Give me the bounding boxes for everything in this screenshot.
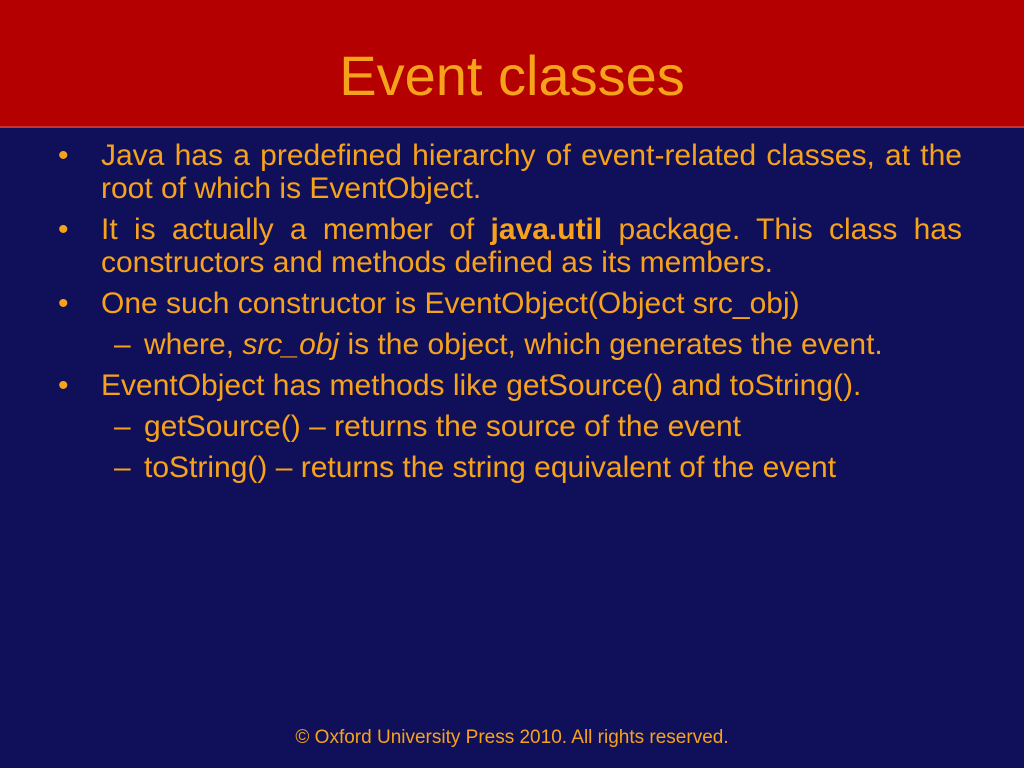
copyright-symbol: © bbox=[295, 727, 310, 748]
bullet-marker: • bbox=[58, 287, 69, 320]
sub-bullet-text: getSource() – returns the source of the event bbox=[144, 410, 741, 443]
bullet-item bbox=[58, 213, 962, 279]
sub-bullet-text bbox=[144, 328, 962, 361]
sub-bullet-item bbox=[58, 451, 962, 484]
copyright-text: Oxford University Press 2010. All rights reserved. bbox=[309, 727, 729, 748]
slide-content bbox=[58, 139, 962, 492]
dash-marker: – bbox=[114, 328, 131, 361]
slide-title: Event classes bbox=[339, 44, 685, 107]
bullet-text: EventObject has methods like getSource() and toString(). bbox=[101, 369, 862, 402]
title-bar bbox=[0, 0, 1024, 128]
package-name: java.util bbox=[490, 213, 603, 246]
bullet-text: Java has a predefined hierarchy of event-related classes, at the root of which is EventObject. bbox=[101, 139, 962, 205]
param-name: src_obj bbox=[242, 328, 340, 361]
sub-bullet-text: toString() – returns the string equivalent of the event bbox=[144, 451, 837, 484]
bullet-item bbox=[58, 369, 962, 402]
bullet-text-part: It is actually a member of bbox=[101, 213, 491, 246]
bullet-marker: • bbox=[58, 139, 69, 172]
bullet-marker: • bbox=[58, 213, 69, 246]
bullet-item bbox=[58, 287, 962, 320]
sub-bullet-text-part: where, bbox=[144, 328, 243, 361]
bullet-marker: • bbox=[58, 369, 69, 402]
sub-bullet-item bbox=[58, 328, 962, 361]
dash-marker: – bbox=[114, 410, 131, 443]
sub-bullet-text-part: is the object, which generates the event. bbox=[339, 328, 883, 361]
dash-marker: – bbox=[114, 451, 131, 484]
sub-bullet-item bbox=[58, 410, 962, 443]
bullet-text: One such constructor is EventObject(Object src_obj) bbox=[101, 287, 800, 320]
bullet-text-part: package. This class has constructors and methods defined as its members. bbox=[101, 213, 962, 279]
footer bbox=[0, 724, 1024, 752]
bullet-item bbox=[58, 139, 962, 205]
bullet-text bbox=[101, 213, 962, 279]
